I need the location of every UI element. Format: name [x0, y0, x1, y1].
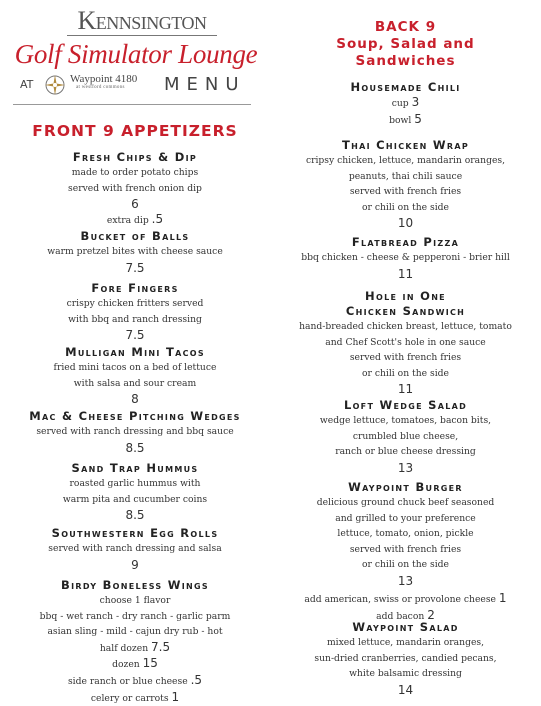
extra-price: .5 [190, 672, 203, 687]
item-desc: served with ranch dressing and bbq sauce [36, 426, 234, 437]
item-desc: with salsa and sour cream [73, 377, 197, 389]
logo-rule [67, 35, 217, 36]
left-column [0, 0, 270, 704]
extra-price: 7.5 [151, 639, 171, 654]
item-name: Sand Trap Hummus [71, 461, 199, 475]
menu-item [270, 620, 541, 698]
item-price: 7.5 [125, 328, 145, 343]
menu-item [270, 235, 541, 282]
extra-label: half dozen [99, 642, 149, 654]
item-extra [0, 656, 270, 673]
item-extra [0, 640, 270, 657]
item-name: Flatbread Pizza [351, 235, 460, 249]
item-name: Bucket of Balls [80, 229, 190, 243]
item-desc: wedge lettuce, tomatoes, bacon bits, [319, 415, 492, 426]
item-extra [0, 673, 270, 690]
extra-price: 1 [171, 689, 180, 704]
item-name: Hole in One [365, 289, 446, 303]
item-price: 13 [397, 573, 414, 588]
item-price: 11 [397, 382, 414, 397]
item-price: 8.5 [125, 440, 145, 455]
menu-item [0, 578, 270, 706]
menu-item [0, 526, 270, 573]
item-price: 6 [131, 197, 139, 212]
waypoint-compass-icon [44, 74, 66, 100]
item-desc: hand-breaded chicken breast, lettuce, tomato [299, 321, 512, 332]
item-desc: made to order potato chips [71, 167, 199, 178]
item-name: Fore Fingers [91, 281, 179, 295]
item-desc: crumbled blue cheese, [352, 430, 459, 442]
item-name: Birdy Boneless Wings [61, 578, 209, 592]
waypoint-subtitle: at westford commons [76, 85, 125, 90]
item-name: Southwestern Egg Rolls [51, 526, 219, 540]
menu-item [0, 150, 270, 229]
item-desc: and Chef Scott's hole in one sauce [325, 336, 486, 348]
extra-label: bowl [389, 114, 412, 126]
menu-item [270, 138, 541, 231]
extra-label: side ranch or blue cheese [67, 675, 188, 687]
item-name: Waypoint Burger [348, 480, 463, 494]
item-desc: crispy chicken fritters served [66, 298, 204, 309]
front9-title: FRONT 9 APPETIZERS [32, 122, 238, 140]
extra-price: 5 [414, 111, 422, 126]
menu-item [0, 409, 270, 456]
item-price: 8 [131, 392, 139, 407]
waypoint-name: Waypoint 4180 [70, 73, 138, 85]
item-extra [0, 212, 270, 229]
item-desc: delicious ground chuck beef seasoned [316, 497, 495, 508]
item-desc: mixed lettuce, mandarin oranges, [326, 637, 485, 648]
extra-label: extra dip [106, 215, 149, 227]
at-label: AT [20, 78, 34, 91]
brand-subrow [12, 74, 260, 96]
item-desc: cripsy chicken, lettuce, mandarin oranges, [305, 155, 506, 166]
item-desc: peanuts, thai chili sauce [348, 170, 463, 182]
item-desc: or chili on the side [362, 559, 449, 571]
item-desc: served with french fries [349, 186, 462, 198]
item-name: Waypoint Salad [352, 620, 459, 634]
menu-item [270, 80, 541, 128]
item-price: 8.5 [125, 508, 145, 523]
extra-label: dozen [112, 659, 140, 671]
menu-heading: MENU [164, 74, 246, 95]
extra-price: 15 [142, 656, 158, 671]
item-desc: bbq chicken - cheese & pepperoni - brier hill [301, 252, 510, 263]
menu-item [0, 229, 270, 276]
item-desc: warm pita and cucumber coins [62, 493, 208, 505]
item-desc: served with french fries [349, 543, 462, 555]
header-divider [13, 104, 251, 105]
menu-item [270, 480, 541, 624]
item-desc: warm pretzel bites with cheese sauce [47, 246, 223, 257]
item-extra [270, 95, 541, 112]
item-desc: choose 1 flavor [99, 595, 171, 606]
item-desc: bbq - wet ranch - dry ranch - garlic parm [39, 610, 231, 622]
item-desc: with bbq and ranch dressing [68, 313, 202, 325]
item-desc: sun-dried cranberries, candied pecans, [314, 652, 497, 664]
item-name: Mulligan Mini Tacos [65, 345, 205, 359]
back9-title-line: BACK 9 [374, 19, 437, 35]
item-desc: lettuce, tomato, onion, pickle [337, 528, 474, 540]
item-price: 11 [397, 266, 414, 281]
item-name: Chicken Sandwich [345, 304, 466, 318]
menu-item [0, 281, 270, 343]
extra-label: celery or carrots [90, 692, 169, 704]
item-desc: served with french fries [349, 352, 462, 364]
item-desc: or chili on the side [362, 367, 449, 379]
kennsington-logo: Kennsington [77, 6, 207, 35]
back9-title-line: Soup, Salad and [336, 36, 475, 52]
item-extra [270, 591, 541, 608]
item-price: 13 [397, 460, 414, 475]
item-price: 14 [397, 682, 414, 697]
menu-item [270, 289, 541, 397]
item-name: Mac & Cheese Pitching Wedges [29, 409, 241, 423]
menu-item [270, 398, 541, 476]
item-price: 7.5 [125, 260, 145, 275]
item-name: Loft Wedge Salad [343, 398, 468, 412]
brand-header [12, 8, 260, 96]
item-desc: served with french onion dip [68, 182, 202, 194]
item-price: 9 [131, 557, 139, 572]
item-price: 10 [397, 216, 414, 231]
back9-title-line: Sandwiches [355, 53, 456, 69]
extra-price: .5 [151, 212, 164, 227]
item-name: Thai Chicken Wrap [341, 138, 470, 152]
menu-item [0, 345, 270, 407]
item-desc: served with ranch dressing and salsa [48, 543, 222, 554]
item-extra [0, 690, 270, 706]
item-desc: white balsamic dressing [349, 668, 462, 680]
lounge-title: Golf Simulator Lounge [14, 39, 258, 69]
item-name: Housemade Chili [350, 80, 461, 94]
item-extra [270, 112, 541, 129]
extra-label: add american, swiss or provolone cheese [304, 593, 496, 605]
back9-title [270, 19, 541, 70]
item-desc: and grilled to your preference [335, 512, 476, 524]
right-column [270, 0, 541, 700]
item-desc: fried mini tacos on a bed of lettuce [53, 362, 217, 373]
item-desc: asian sling - mild - cajun dry rub - hot [47, 626, 223, 638]
extra-label: cup [391, 98, 409, 109]
item-desc: or chili on the side [362, 201, 449, 213]
extra-label: add bacon [376, 610, 425, 622]
item-desc: roasted garlic hummus with [69, 478, 201, 489]
menu-item [0, 461, 270, 523]
extra-price: 3 [411, 95, 420, 109]
extra-price: 2 [427, 607, 435, 622]
extra-price: 1 [498, 590, 507, 605]
item-desc: ranch or blue cheese dressing [335, 446, 476, 458]
item-name: Fresh Chips & Dip [72, 150, 198, 164]
